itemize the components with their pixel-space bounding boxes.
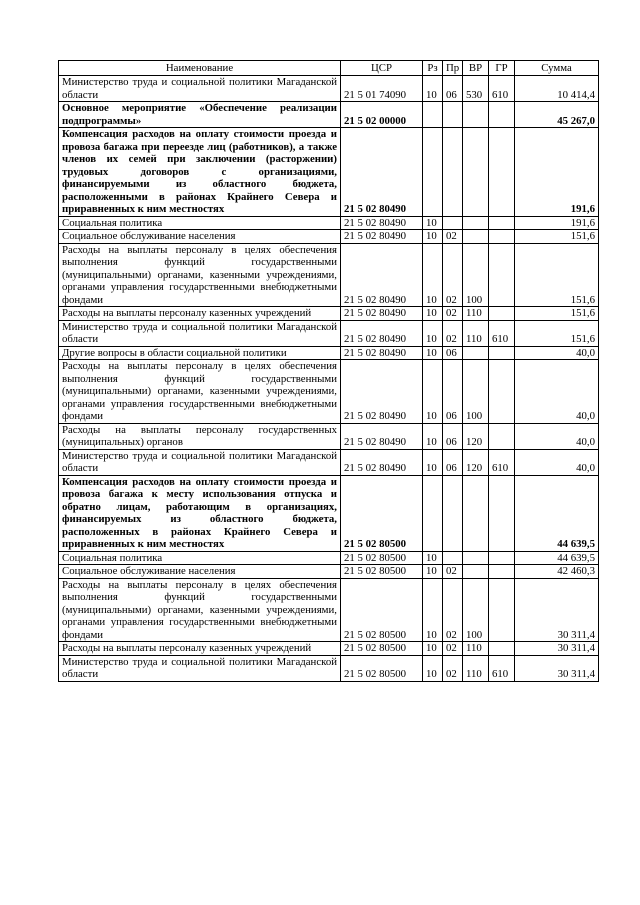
cell-vr xyxy=(463,565,489,579)
cell-pr xyxy=(443,128,463,217)
cell-vr xyxy=(463,102,489,128)
cell-gr xyxy=(489,360,515,424)
cell-vr: 110 xyxy=(463,307,489,321)
cell-name: Министерство труда и социальной политики Магаданской области xyxy=(59,76,341,102)
header-name: Наименование xyxy=(59,61,341,76)
cell-rz: 10 xyxy=(423,655,443,681)
table-row xyxy=(59,102,599,128)
table-row xyxy=(59,76,599,102)
cell-name: Расходы на выплаты персоналу государственных (муниципальных) органов xyxy=(59,423,341,449)
cell-pr: 02 xyxy=(443,655,463,681)
cell-gr xyxy=(489,642,515,656)
table-row xyxy=(59,551,599,565)
cell-rz: 10 xyxy=(423,346,443,360)
cell-gr: 610 xyxy=(489,320,515,346)
cell-vr xyxy=(463,128,489,217)
cell-rz: 10 xyxy=(423,320,443,346)
cell-pr: 02 xyxy=(443,230,463,244)
cell-csr: 21 5 02 80490 xyxy=(341,307,423,321)
cell-gr xyxy=(489,346,515,360)
cell-sum: 30 311,4 xyxy=(515,655,599,681)
cell-name: Другие вопросы в области социальной политики xyxy=(59,346,341,360)
cell-pr: 02 xyxy=(443,565,463,579)
cell-sum: 151,6 xyxy=(515,320,599,346)
cell-sum: 10 414,4 xyxy=(515,76,599,102)
table-row xyxy=(59,346,599,360)
cell-pr: 02 xyxy=(443,243,463,307)
cell-rz: 10 xyxy=(423,76,443,102)
header-sum: Сумма xyxy=(515,61,599,76)
table-row xyxy=(59,642,599,656)
cell-sum: 151,6 xyxy=(515,243,599,307)
table-row xyxy=(59,216,599,230)
cell-pr: 02 xyxy=(443,307,463,321)
cell-pr: 02 xyxy=(443,320,463,346)
cell-csr: 21 5 02 80490 xyxy=(341,360,423,424)
cell-name: Компенсация расходов на оплату стоимости проезда и провоза багажа при переезде лиц (работников), а также членов их семей при заключении (расторжении) трудовых договоров с организациями, финансируемыми из областного бюджета, расположенными в районах Крайнего Севера и приравненных к ним местностях xyxy=(59,128,341,217)
header-pr: Пр xyxy=(443,61,463,76)
table-header-row xyxy=(59,61,599,76)
cell-vr: 110 xyxy=(463,642,489,656)
cell-name: Социальное обслуживание населения xyxy=(59,230,341,244)
cell-pr: 06 xyxy=(443,449,463,475)
cell-name: Расходы на выплаты персоналу казенных учреждений xyxy=(59,307,341,321)
cell-name: Расходы на выплаты персоналу казенных учреждений xyxy=(59,642,341,656)
cell-name: Расходы на выплаты персоналу в целях обеспечения выполнения функций государственными (муниципальными) органами, казенными учреждениями, органами управления государственными внебюджетными фондами xyxy=(59,243,341,307)
cell-pr xyxy=(443,551,463,565)
cell-name: Министерство труда и социальной политики Магаданской области xyxy=(59,449,341,475)
table-row xyxy=(59,128,599,217)
cell-name: Социальное обслуживание населения xyxy=(59,565,341,579)
cell-gr xyxy=(489,230,515,244)
cell-pr: 02 xyxy=(443,642,463,656)
cell-sum: 151,6 xyxy=(515,230,599,244)
cell-csr: 21 5 02 00000 xyxy=(341,102,423,128)
cell-rz: 10 xyxy=(423,449,443,475)
cell-vr: 110 xyxy=(463,320,489,346)
table-row xyxy=(59,475,599,551)
cell-pr: 02 xyxy=(443,578,463,642)
cell-vr: 530 xyxy=(463,76,489,102)
cell-pr: 06 xyxy=(443,346,463,360)
cell-name: Компенсация расходов на оплату стоимости проезда и провоза багажа к месту использования отпуска и обратно лицам, работающим в организациях, финансируемых из областного бюджета, расположенных в районах Крайнего Севера и приравненных к ним местностях xyxy=(59,475,341,551)
cell-sum: 45 267,0 xyxy=(515,102,599,128)
cell-sum: 191,6 xyxy=(515,128,599,217)
cell-name: Социальная политика xyxy=(59,551,341,565)
cell-gr: 610 xyxy=(489,449,515,475)
cell-csr: 21 5 02 80490 xyxy=(341,320,423,346)
cell-csr: 21 5 02 80500 xyxy=(341,565,423,579)
cell-vr xyxy=(463,216,489,230)
cell-pr xyxy=(443,102,463,128)
cell-sum: 40,0 xyxy=(515,346,599,360)
cell-vr: 120 xyxy=(463,449,489,475)
cell-rz: 10 xyxy=(423,307,443,321)
cell-gr xyxy=(489,475,515,551)
cell-gr: 610 xyxy=(489,655,515,681)
header-gr: ГР xyxy=(489,61,515,76)
cell-sum: 44 639,5 xyxy=(515,551,599,565)
cell-name: Министерство труда и социальной политики Магаданской области xyxy=(59,655,341,681)
cell-rz xyxy=(423,102,443,128)
cell-rz: 10 xyxy=(423,216,443,230)
cell-rz: 10 xyxy=(423,551,443,565)
table-row xyxy=(59,449,599,475)
cell-csr: 21 5 02 80500 xyxy=(341,578,423,642)
cell-vr: 100 xyxy=(463,243,489,307)
cell-csr: 21 5 02 80500 xyxy=(341,551,423,565)
table-row xyxy=(59,320,599,346)
cell-vr xyxy=(463,346,489,360)
cell-csr: 21 5 02 80490 xyxy=(341,128,423,217)
cell-pr: 06 xyxy=(443,76,463,102)
table-row xyxy=(59,230,599,244)
cell-rz xyxy=(423,128,443,217)
cell-vr xyxy=(463,230,489,244)
cell-gr xyxy=(489,578,515,642)
cell-gr: 610 xyxy=(489,76,515,102)
cell-rz: 10 xyxy=(423,243,443,307)
cell-csr: 21 5 02 80490 xyxy=(341,346,423,360)
cell-gr xyxy=(489,102,515,128)
cell-pr xyxy=(443,216,463,230)
cell-vr: 120 xyxy=(463,423,489,449)
cell-rz: 10 xyxy=(423,360,443,424)
cell-csr: 21 5 02 80490 xyxy=(341,230,423,244)
cell-sum: 151,6 xyxy=(515,307,599,321)
cell-gr xyxy=(489,307,515,321)
cell-vr: 110 xyxy=(463,655,489,681)
cell-name: Расходы на выплаты персоналу в целях обеспечения выполнения функций государственными (муниципальными) органами, казенными учреждениями, органами управления государственными внебюджетными фондами xyxy=(59,578,341,642)
table-row xyxy=(59,655,599,681)
cell-csr: 21 5 02 80500 xyxy=(341,655,423,681)
cell-gr xyxy=(489,565,515,579)
cell-sum: 40,0 xyxy=(515,360,599,424)
table-row xyxy=(59,565,599,579)
cell-csr: 21 5 01 74090 xyxy=(341,76,423,102)
cell-pr: 06 xyxy=(443,360,463,424)
cell-sum: 191,6 xyxy=(515,216,599,230)
header-vr: ВР xyxy=(463,61,489,76)
cell-name: Расходы на выплаты персоналу в целях обеспечения выполнения функций государственными (муниципальными) органами, казенными учреждениями, органами управления государственными внебюджетными фондами xyxy=(59,360,341,424)
cell-rz: 10 xyxy=(423,642,443,656)
cell-vr xyxy=(463,551,489,565)
cell-vr: 100 xyxy=(463,360,489,424)
table-row xyxy=(59,578,599,642)
cell-sum: 40,0 xyxy=(515,449,599,475)
cell-sum: 44 639,5 xyxy=(515,475,599,551)
cell-csr: 21 5 02 80490 xyxy=(341,423,423,449)
header-csr: ЦСР xyxy=(341,61,423,76)
cell-csr: 21 5 02 80500 xyxy=(341,642,423,656)
table-row xyxy=(59,360,599,424)
table-row xyxy=(59,423,599,449)
cell-gr xyxy=(489,216,515,230)
cell-csr: 21 5 02 80500 xyxy=(341,475,423,551)
cell-name: Основное мероприятие «Обеспечение реализации подпрограммы» xyxy=(59,102,341,128)
cell-gr xyxy=(489,423,515,449)
cell-rz: 10 xyxy=(423,423,443,449)
header-rz: Рз xyxy=(423,61,443,76)
cell-rz xyxy=(423,475,443,551)
cell-csr: 21 5 02 80490 xyxy=(341,216,423,230)
cell-name: Социальная политика xyxy=(59,216,341,230)
cell-rz: 10 xyxy=(423,565,443,579)
cell-csr: 21 5 02 80490 xyxy=(341,449,423,475)
cell-gr xyxy=(489,243,515,307)
cell-rz: 10 xyxy=(423,230,443,244)
cell-csr: 21 5 02 80490 xyxy=(341,243,423,307)
cell-sum: 42 460,3 xyxy=(515,565,599,579)
cell-vr xyxy=(463,475,489,551)
cell-name: Министерство труда и социальной политики Магаданской области xyxy=(59,320,341,346)
cell-pr xyxy=(443,475,463,551)
cell-rz: 10 xyxy=(423,578,443,642)
cell-sum: 30 311,4 xyxy=(515,578,599,642)
cell-sum: 40,0 xyxy=(515,423,599,449)
cell-gr xyxy=(489,551,515,565)
cell-pr: 06 xyxy=(443,423,463,449)
table-row xyxy=(59,307,599,321)
budget-table xyxy=(58,60,599,682)
cell-sum: 30 311,4 xyxy=(515,642,599,656)
cell-vr: 100 xyxy=(463,578,489,642)
table-row xyxy=(59,243,599,307)
cell-gr xyxy=(489,128,515,217)
